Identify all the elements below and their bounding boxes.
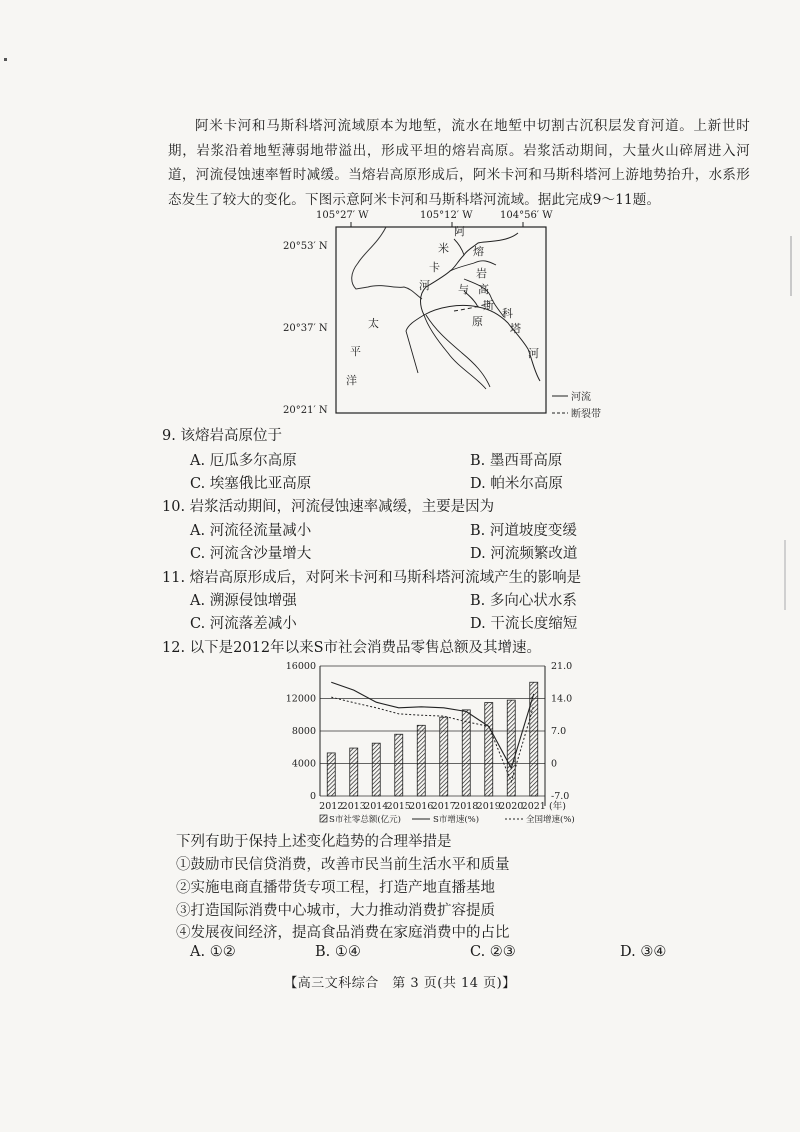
x-tick-label: 2021	[521, 801, 546, 812]
x-tick-label: 2015	[386, 801, 411, 812]
bar	[395, 734, 403, 796]
question-10-stem: 10. 岩浆活动期间，河流侵蚀速率减缓，主要是因为	[162, 499, 495, 515]
measure-4: ④发展夜间经济，提高食品消费在家庭消费中的占比	[176, 925, 510, 941]
map-label-amika: 卡	[429, 261, 440, 274]
map-label-plateau: 原	[472, 315, 483, 328]
river-basin-map	[278, 203, 618, 428]
right-tick-label: 21.0	[551, 661, 573, 672]
question-12-option-a[interactable]: A. ①②	[190, 944, 236, 960]
question-12-option-b[interactable]: B. ①④	[315, 944, 361, 960]
intro-paragraph: 阿米卡河和马斯科塔河流域原本为地堑，流水在地堑中切割古沉积层发育河道。上新世时期，岩浆沿着地堑薄弱地带溢出，形成平坦的熔岩高原。岩浆活动期间，大量火山碎屑进入河道，河流侵蚀速率暂时减缓。当熔岩高原形成后，阿米卡河和马斯科塔河上游地势抬升，水系形态发生了较大的变化。下图示意阿米卡河和马斯科塔河流域。据此完成9～11题。	[168, 118, 750, 208]
bar	[485, 703, 493, 796]
bar	[350, 748, 358, 796]
right-tick-label: 0	[551, 758, 558, 770]
question-11-option-a[interactable]: A. 溯源侵蚀增强	[190, 593, 297, 609]
scan-mark	[4, 58, 7, 61]
bar	[372, 743, 380, 796]
right-tick-label: 7.0	[551, 726, 567, 737]
map-label-masketa: 斯	[483, 299, 494, 312]
legend-swatch-bar	[320, 815, 327, 822]
left-tick-label: 4000	[291, 758, 316, 770]
river-amika-trib	[450, 261, 496, 271]
bar	[440, 717, 448, 796]
question-10-option-a[interactable]: A. 河流径流量减小	[190, 523, 312, 539]
legend-label: S市增速(%)	[433, 815, 480, 825]
map-label-ocean: 平	[350, 345, 361, 358]
legend-label: S市社零总额(亿元)	[329, 815, 401, 825]
question-11-stem: 11. 熔岩高原形成后，对阿米卡河和马斯科塔河流域产生的影响是	[162, 570, 582, 586]
map-label-amika: 阿	[454, 225, 465, 238]
x-tick-label: 2013	[341, 801, 366, 812]
bar	[417, 725, 425, 796]
river-amika-trib	[454, 239, 464, 255]
page-footer: 【高三文科综合 第 3 页(共 14 页)】	[284, 976, 516, 991]
legend-river: 河流	[571, 392, 591, 403]
legend-label: 全国增速(%)	[526, 815, 575, 825]
question-9-stem: 9. 该熔岩高原位于	[162, 428, 282, 444]
river-lower	[406, 315, 424, 373]
scan-mark	[790, 236, 792, 296]
map-label-masketa: 与	[458, 283, 469, 296]
lat-label: 20°37′ N	[283, 323, 328, 334]
lat-label: 20°53′ N	[283, 241, 328, 252]
map-label-masketa: 河	[528, 347, 539, 360]
bar	[327, 753, 335, 796]
measure-3: ③打造国际消费中心城市，大力推动消费扩容提质	[176, 903, 495, 919]
question-10-option-d[interactable]: D. 河流频繁改道	[470, 546, 578, 562]
river-amika	[421, 233, 519, 315]
map-label-amika: 米	[438, 242, 449, 255]
coastline	[352, 227, 422, 299]
retail-sales-chart	[280, 660, 620, 825]
map-label-ocean: 太	[368, 317, 379, 330]
left-tick-label: 16000	[285, 661, 316, 672]
x-tick-label: 2017	[431, 801, 456, 812]
question-9-option-b[interactable]: B. 墨西哥高原	[470, 453, 563, 469]
right-tick-label: -7.0	[551, 791, 570, 802]
left-tick-label: 0	[309, 791, 316, 802]
x-tick-label: 2020	[499, 801, 524, 812]
question-12-option-c[interactable]: C. ②③	[470, 944, 516, 960]
question-9-option-c[interactable]: C. 埃塞俄比亚高原	[190, 476, 312, 492]
map-label-plateau: 岩	[476, 267, 487, 280]
legend-fault: 断裂带	[571, 409, 601, 420]
map-label-masketa: 塔	[510, 322, 521, 335]
s-city-growth-line	[331, 682, 534, 768]
question-12-stem: 12. 以下是2012年以来S市社会消费品零售总额及其增速。	[162, 640, 542, 656]
question-12-option-d[interactable]: D. ③④	[620, 944, 667, 960]
x-tick-label: 2014	[364, 801, 389, 812]
bar	[530, 682, 538, 796]
lon-label: 105°27′ W	[316, 210, 369, 221]
map-label-ocean: 洋	[346, 374, 357, 387]
question-11-option-d[interactable]: D. 干流长度缩短	[470, 616, 578, 632]
question-11-option-b[interactable]: B. 多向心状水系	[470, 593, 577, 609]
question-9-option-d[interactable]: D. 帕米尔高原	[470, 476, 563, 492]
x-unit-label: (年)	[549, 801, 566, 812]
question-10-option-c[interactable]: C. 河流含沙量增大	[190, 546, 312, 562]
x-tick-label: 2019	[476, 801, 501, 812]
map-label-plateau: 熔	[473, 245, 484, 258]
question-12-sub: 下列有助于保持上述变化趋势的合理举措是	[176, 834, 452, 850]
map-label-plateau: 高	[478, 283, 489, 296]
lon-label: 104°56′ W	[500, 210, 553, 221]
x-tick-label: 2018	[454, 801, 479, 812]
national-growth-line	[331, 697, 534, 782]
question-9-option-a[interactable]: A. 厄瓜多尔高原	[190, 453, 297, 469]
left-tick-label: 12000	[285, 693, 316, 705]
measure-2: ②实施电商直播带货专项工程，打造产地直播基地	[176, 880, 495, 896]
right-tick-label: 14.0	[551, 693, 573, 705]
question-11-option-c[interactable]: C. 河流落差减小	[190, 616, 297, 632]
lon-label: 105°12′ W	[420, 210, 473, 221]
measure-1: ①鼓励市民信贷消费，改善市民当前生活水平和质量	[176, 857, 510, 873]
map-label-masketa: 科	[502, 307, 513, 320]
question-10-option-b[interactable]: B. 河道坡度变缓	[470, 523, 577, 539]
lat-label: 20°21′ N	[283, 405, 328, 416]
x-tick-label: 2012	[319, 801, 344, 812]
map-label-amika: 河	[419, 279, 430, 292]
x-tick-label: 2016	[409, 801, 434, 812]
left-tick-label: 8000	[291, 726, 316, 737]
scan-mark	[784, 540, 786, 610]
